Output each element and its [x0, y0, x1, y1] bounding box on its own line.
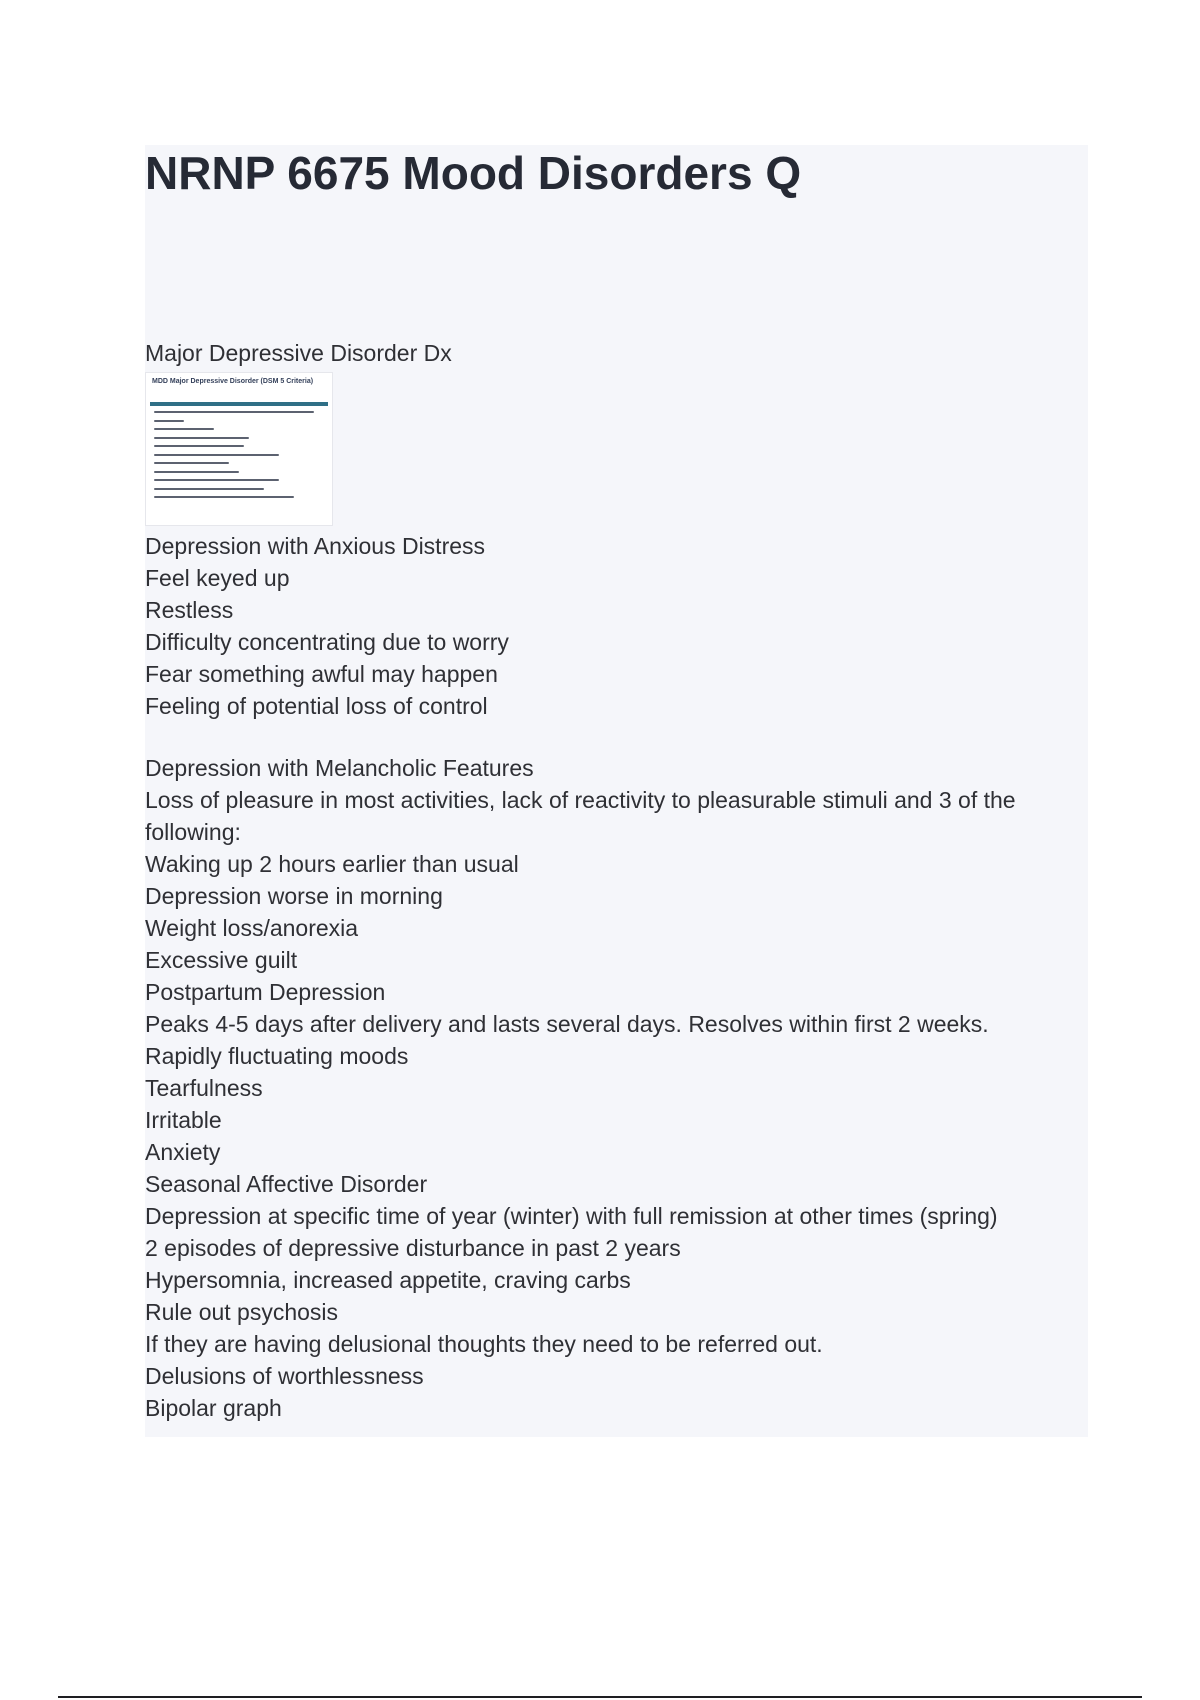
thumbnail-text-row: [154, 420, 184, 422]
thumbnail-criteria-list: [154, 411, 326, 505]
text-line: Depression at specific time of year (winter) with full remission at other times (spring): [145, 1203, 998, 1229]
thumbnail-text-row: [154, 471, 239, 473]
mdd-heading: Major Depressive Disorder Dx: [145, 340, 452, 366]
text-line: Feeling of potential loss of control: [145, 693, 488, 719]
thumbnail-text-row: [154, 411, 314, 413]
document-body: [145, 337, 1080, 1424]
thumbnail-text-row: [154, 488, 264, 490]
thumbnail-divider: [150, 402, 328, 406]
text-line: Peaks 4-5 days after delivery and lasts several days. Resolves within first 2 weeks.: [145, 1011, 989, 1037]
text-line: Seasonal Affective Disorder: [145, 1171, 428, 1197]
text-line: Fear something awful may happen: [145, 661, 498, 687]
thumbnail-text-row: [154, 437, 249, 439]
text-line: Depression with Anxious Distress: [145, 533, 486, 559]
text-line: Irritable: [145, 1107, 222, 1133]
thumbnail-text-row: [154, 496, 294, 498]
text-line: Loss of pleasure in most activities, lack of reactivity to pleasurable stimuli and 3 of the following:: [145, 787, 1016, 845]
text-line: Feel keyed up: [145, 565, 290, 591]
text-line: 2 episodes of depressive disturbance in past 2 years: [145, 1235, 681, 1261]
text-line: Postpartum Depression: [145, 979, 386, 1005]
thumbnail-text-row: [154, 454, 279, 456]
text-line: Weight loss/anorexia: [145, 915, 359, 941]
page-title: NRNP 6675 Mood Disorders Q: [145, 147, 802, 199]
text-line: Rapidly fluctuating moods: [145, 1043, 409, 1069]
text-line: Restless: [145, 597, 234, 623]
thumbnail-text-row: [154, 445, 244, 447]
text-line: Anxiety: [145, 1139, 221, 1165]
text-line: Waking up 2 hours earlier than usual: [145, 851, 519, 877]
mdd-criteria-thumbnail: [145, 372, 333, 526]
text-line: Bipolar graph: [145, 1395, 282, 1421]
footer-rule: [58, 1696, 1142, 1698]
thumbnail-heading: MDD Major Depressive Disorder (DSM 5 Criteria): [152, 378, 314, 385]
text-line: Tearfulness: [145, 1075, 263, 1101]
text-line: Depression worse in morning: [145, 883, 443, 909]
text-line: Difficulty concentrating due to worry: [145, 629, 509, 655]
text-line: Excessive guilt: [145, 947, 298, 973]
thumbnail-text-row: [154, 428, 214, 430]
text-line: Delusions of worthlessness: [145, 1363, 424, 1389]
thumbnail-text-row: [154, 462, 229, 464]
text-line: Depression with Melancholic Features: [145, 755, 534, 781]
text-line: Rule out psychosis: [145, 1299, 339, 1325]
text-line: Hypersomnia, increased appetite, craving carbs: [145, 1267, 631, 1293]
thumbnail-text-row: [154, 479, 279, 481]
text-line: If they are having delusional thoughts they need to be referred out.: [145, 1331, 823, 1357]
